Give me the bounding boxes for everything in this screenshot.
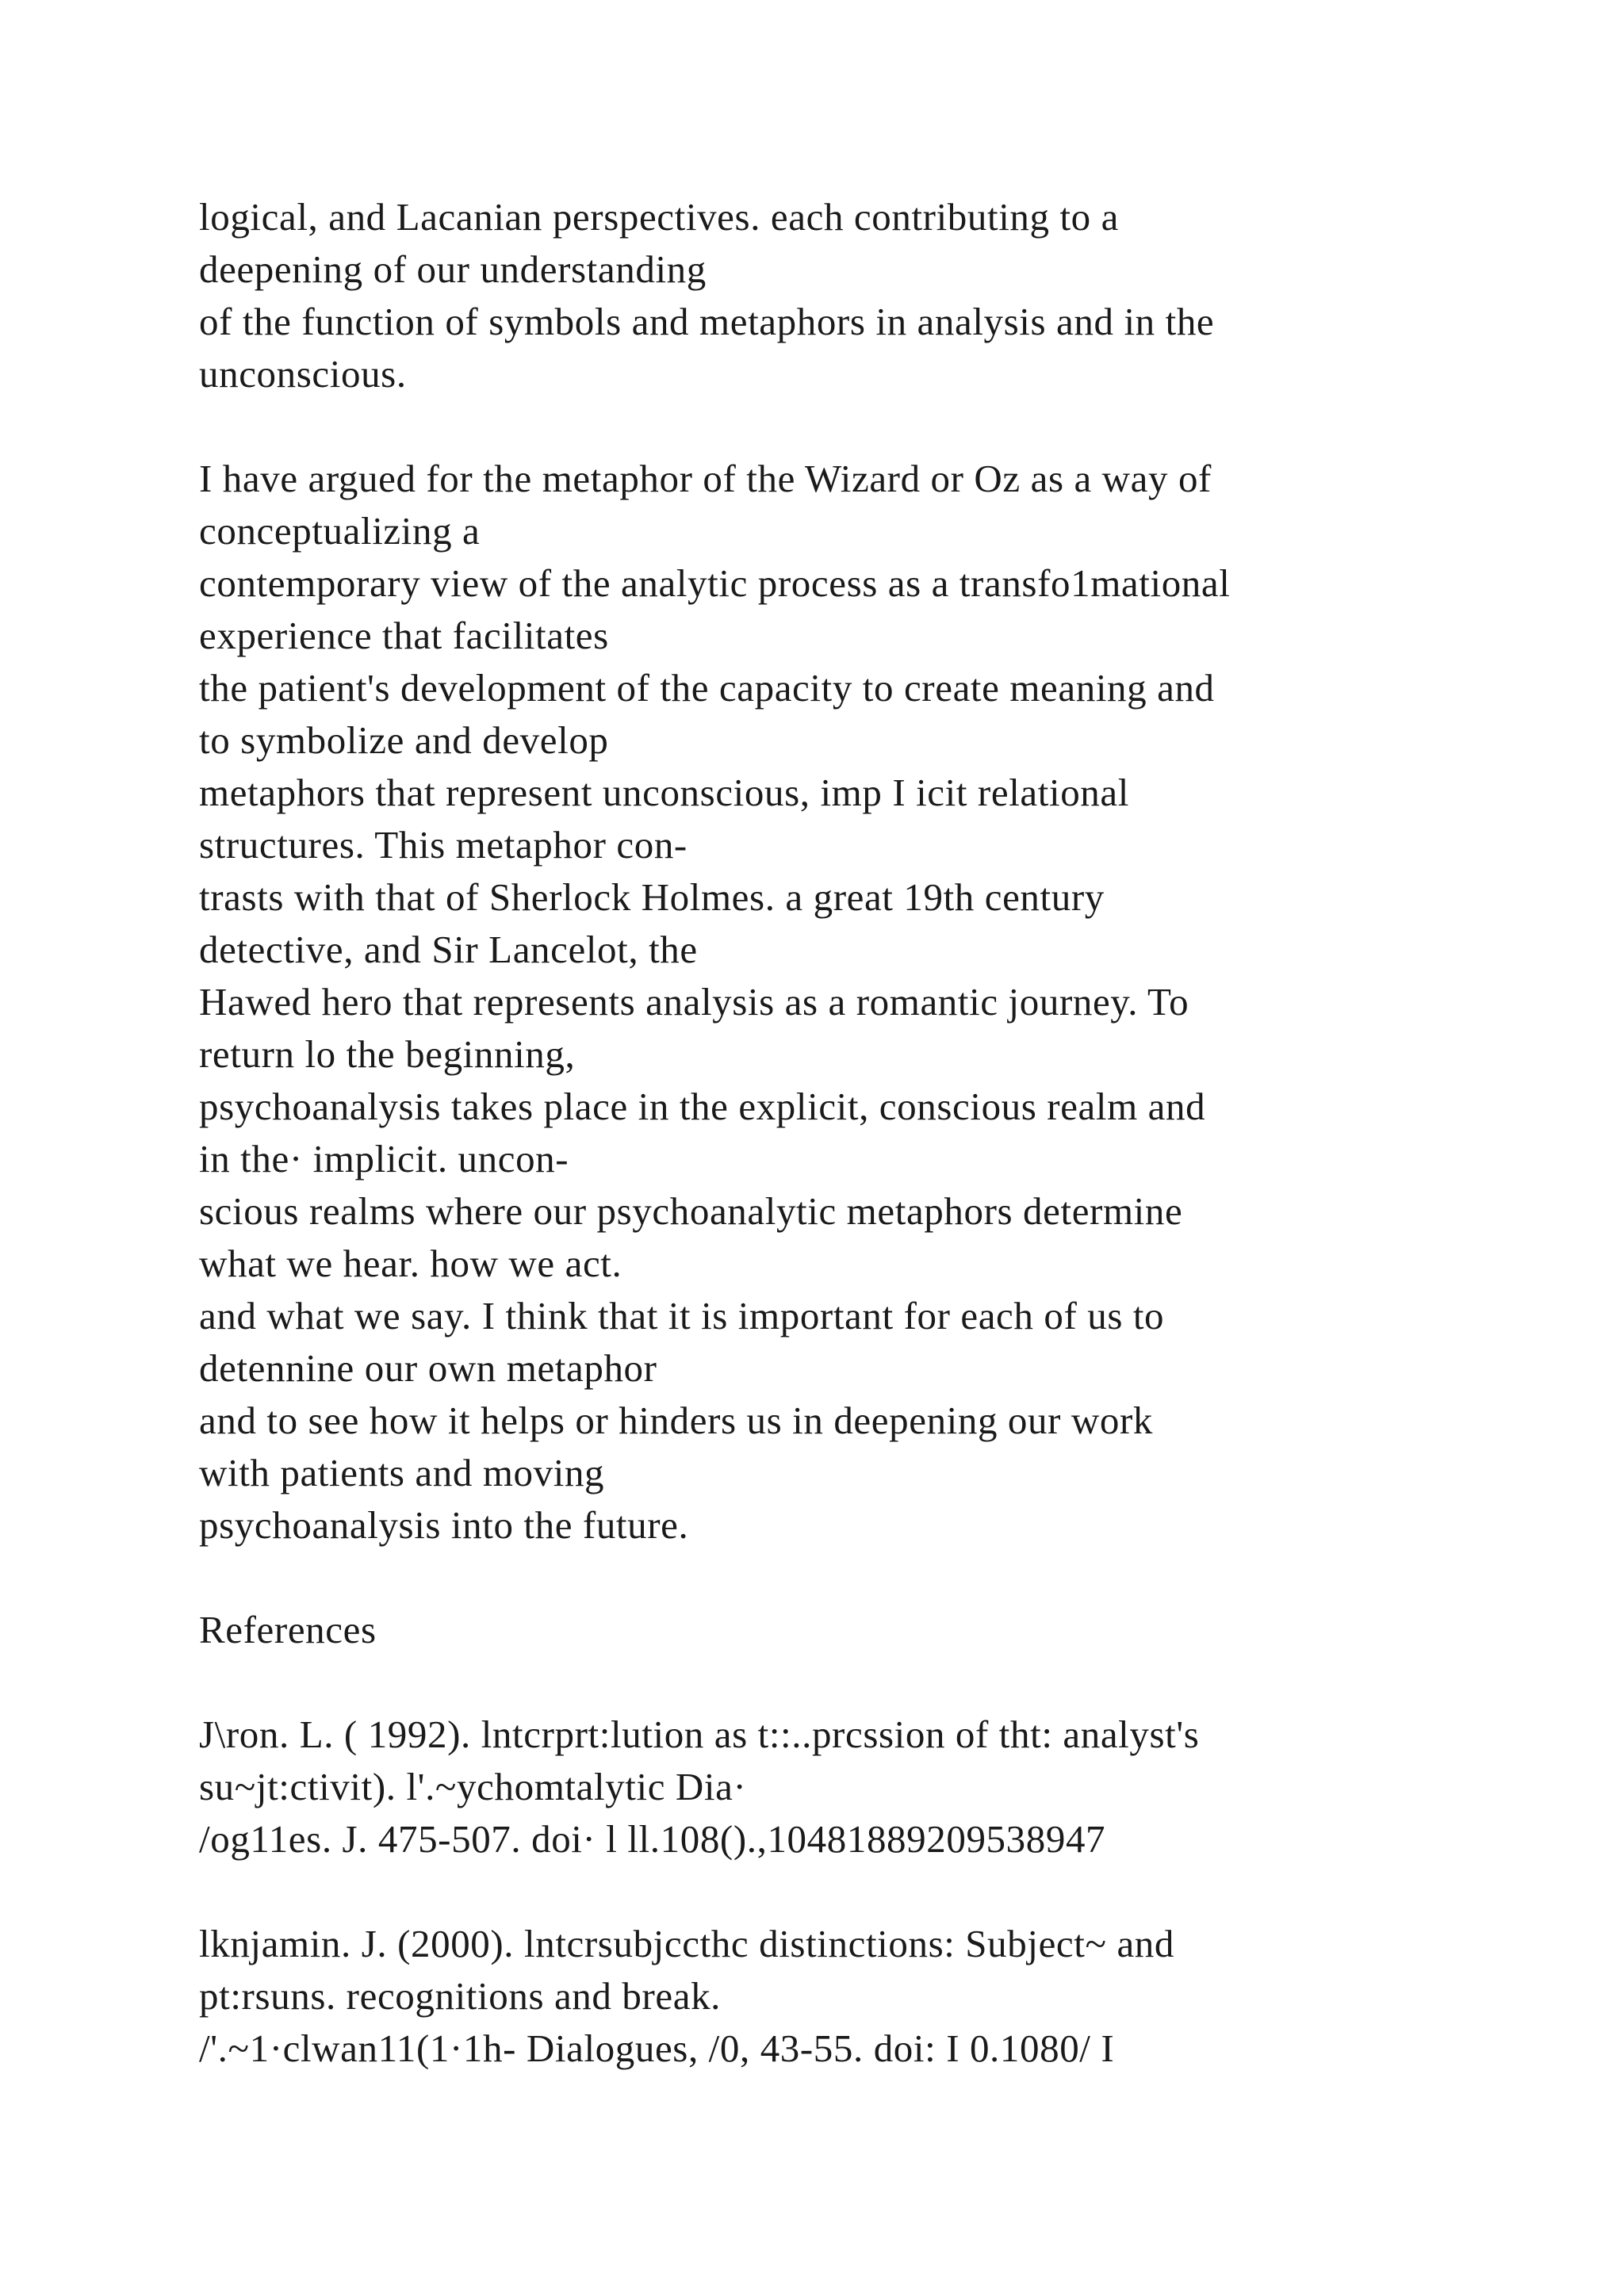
text-line: experience that facilitates xyxy=(199,614,609,657)
text-line: return lo the beginning, xyxy=(199,1032,576,1076)
text-line: /og11es. J. 475-507. doi· l ll.108().,10481889209538947 xyxy=(199,1817,1106,1861)
text-line: what we hear. how we act. xyxy=(199,1242,622,1285)
text-line: trasts with that of Sherlock Holmes. a great 19th century xyxy=(199,875,1105,919)
text-line: pt:rsuns. recognitions and break. xyxy=(199,1974,722,2018)
reference-entry-2 xyxy=(199,1918,1547,2075)
text-line: J\ron. L. ( 1992). lntcrprt:lution as t::..prcssion of tht: analyst's xyxy=(199,1712,1200,1756)
text-line: lknjamin. J. (2000). lntcrsubjccthc distinctions: Subject~ and xyxy=(199,1922,1174,1965)
text-line: contemporary view of the analytic process as a transfo1mational xyxy=(199,561,1231,605)
text-line: I have argued for the metaphor of the Wizard or Oz as a way of xyxy=(199,457,1212,500)
text-line: structures. This metaphor con- xyxy=(199,823,688,867)
text-line: with patients and moving xyxy=(199,1451,605,1494)
document-page xyxy=(199,191,1547,2075)
text-line: detennine our own metaphor xyxy=(199,1346,657,1390)
paragraph-gap xyxy=(199,1552,1547,1604)
paragraph-gap xyxy=(199,400,1547,453)
text-line: deepening of our understanding xyxy=(199,247,707,291)
text-line: scious realms where our psychoanalytic metaphors determine xyxy=(199,1189,1183,1233)
text-line: unconscious. xyxy=(199,352,407,396)
text-line: of the function of symbols and metaphors in analysis and in the xyxy=(199,300,1215,343)
paragraph-conclusion-1 xyxy=(199,191,1547,400)
text-line: to symbolize and develop xyxy=(199,718,609,762)
text-line: detective, and Sir Lancelot, the xyxy=(199,928,698,971)
text-line: logical, and Lacanian perspectives. each contributing to a xyxy=(199,195,1119,239)
text-line: su~jt:ctivit). l'.~ychomtalytic Dia· xyxy=(199,1765,747,1808)
paragraph-conclusion-2 xyxy=(199,453,1547,1552)
text-line: psychoanalysis takes place in the explicit, conscious realm and xyxy=(199,1085,1206,1128)
text-line: psychoanalysis into the future. xyxy=(199,1503,689,1547)
text-line: and to see how it helps or hinders us in deepening our work xyxy=(199,1399,1154,1442)
references-heading: References xyxy=(199,1608,377,1651)
text-line: conceptualizing a xyxy=(199,509,481,553)
text-line: the patient's development of the capacity to create meaning and xyxy=(199,666,1215,710)
text-line: Hawed hero that represents analysis as a romantic journey. To xyxy=(199,980,1189,1024)
text-line: in the· implicit. uncon- xyxy=(199,1137,569,1181)
text-line: and what we say. I think that it is important for each of us to xyxy=(199,1294,1165,1337)
text-line: /'.~1·clwan11(1·1h- Dialogues, /0, 43-55. doi: I 0.1080/ I xyxy=(199,2026,1115,2070)
paragraph-gap xyxy=(199,1866,1547,1918)
paragraph-gap xyxy=(199,1656,1547,1709)
text-line: metaphors that represent unconscious, imp I icit relational xyxy=(199,771,1129,814)
reference-entry-1 xyxy=(199,1709,1547,1866)
